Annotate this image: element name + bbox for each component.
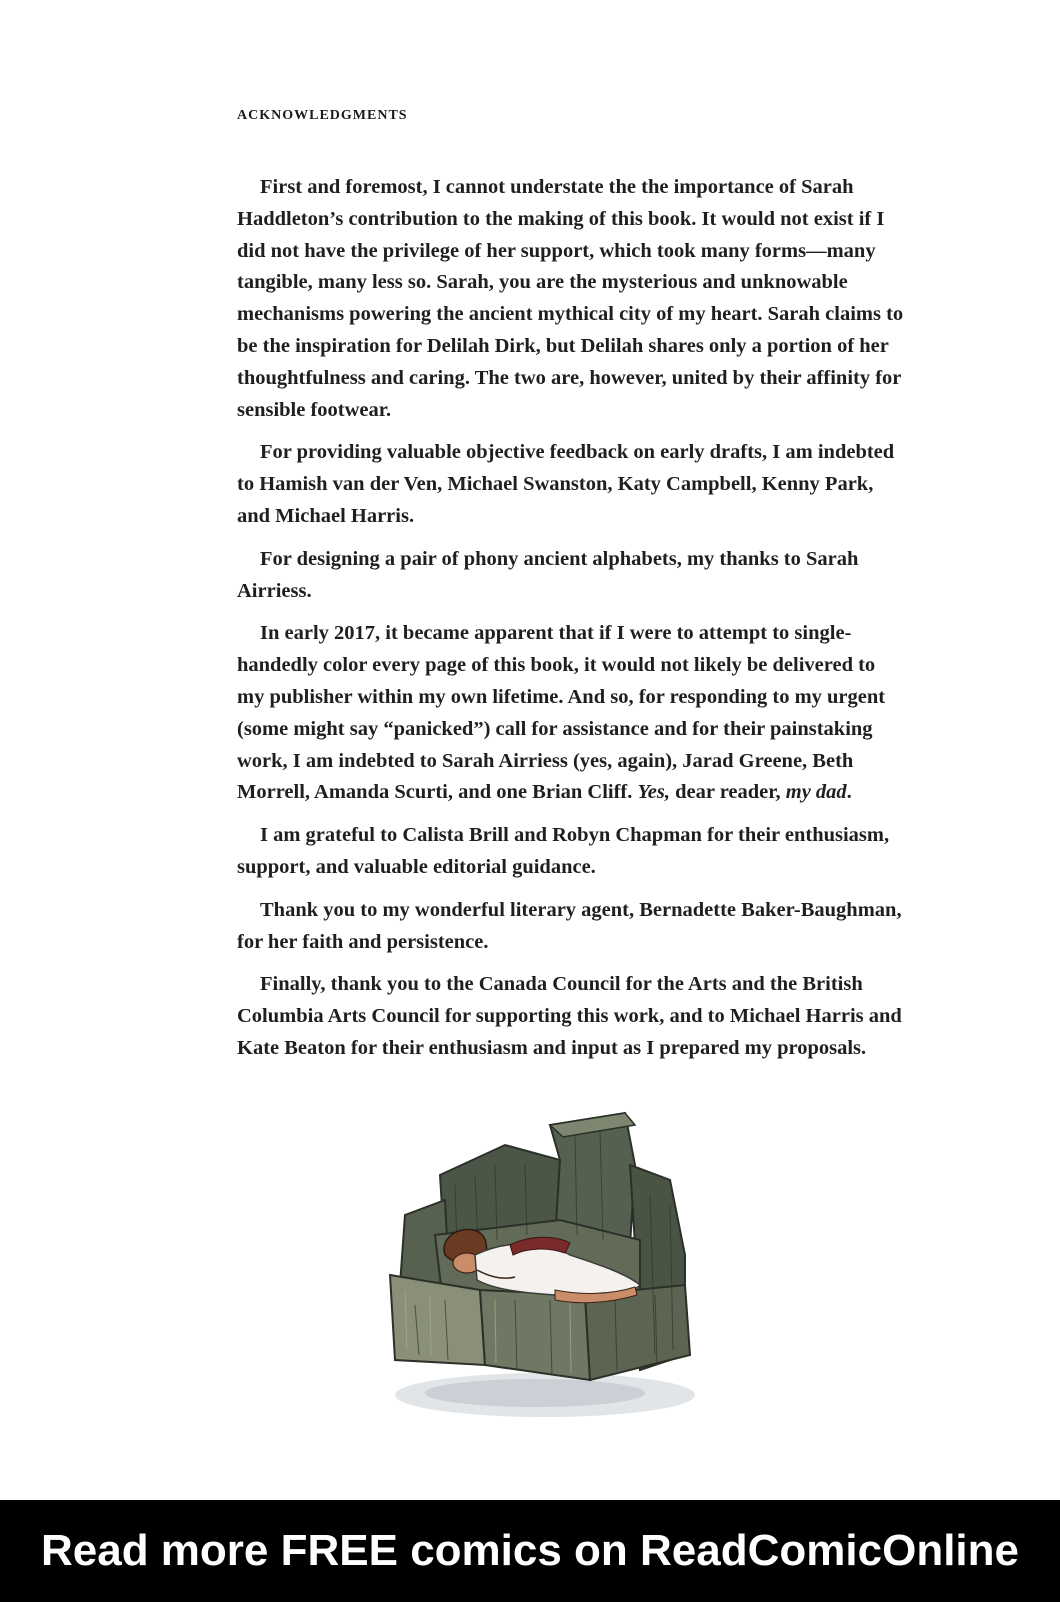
promo-banner[interactable] (0, 1500, 1060, 1602)
paragraph-3: For designing a pair of phony ancient alphabets, my thanks to Sarah Airriess. (237, 547, 859, 602)
page-heading: ACKNOWLEDGMENTS (237, 108, 408, 123)
hay-bale-front-center (480, 1290, 590, 1380)
ground-shadow-inner (425, 1379, 645, 1407)
paragraph-5: I am grateful to Calista Brill and Robyn Chapman for their enthusiasm, support, and valuable editorial guidance. (237, 824, 890, 878)
paragraph-6: Thank you to my wonderful literary agent, Bernadette Baker-Baughman, for her faith and persistence. (237, 898, 902, 953)
paragraph-7: Finally, thank you to the Canada Council for the Arts and the British Columbia Arts Council for supporting this work, and to Michael Harris and Kate Beaton for their enthusiasm and input as I prepared my proposals. (237, 973, 902, 1059)
paragraph-4 (237, 618, 907, 809)
hay-bale-front-left (390, 1275, 485, 1365)
sleeping-woman-illustration (385, 1105, 710, 1425)
paragraph-2: For providing valuable objective feedback on early drafts, I am indebted to Hamish van der Ven, Michael Swanston, Katy Campbell, Kenny Park, and Michael Harris. (237, 441, 895, 527)
paragraph-4-yes: Yes, (637, 781, 670, 804)
promo-banner-text[interactable]: Read more FREE comics on ReadComicOnline (40, 1526, 1019, 1575)
paragraph-4-main: In early 2017, it became apparent that if I were to attempt to single-handedly color every page of this book, it would not likely be delivered to my publisher within my own lifetime. And so, for responding to my urgent (some might say “panicked”) call for assistance and for their painstaking work, I am indebted to Sarah Airriess (yes, again), Jarad Greene, Beth Morrell, Amanda Scurti, and one Brian Cliff. (237, 622, 886, 804)
paragraph-4-end: . (846, 781, 852, 804)
paragraph-1: First and foremost, I cannot understate the the importance of Sarah Haddleton’s contribution to the making of this book. It would not exist if I did not have the privilege of her support, which took many forms—many tangible, many less so. Sarah, you are the mysterious and unknowable mechanisms powering the ancient mythical city of my heart. Sarah claims to be the inspiration for Delilah Dirk, but Delilah shares only a portion of her thoughtfulness and caring. The two are, however, united by their affinity for sensible footwear. (237, 176, 904, 421)
acknowledgments-body (237, 172, 907, 1076)
paragraph-4-mid: dear reader, (675, 781, 781, 804)
paragraph-4-dad: my dad (785, 781, 847, 804)
